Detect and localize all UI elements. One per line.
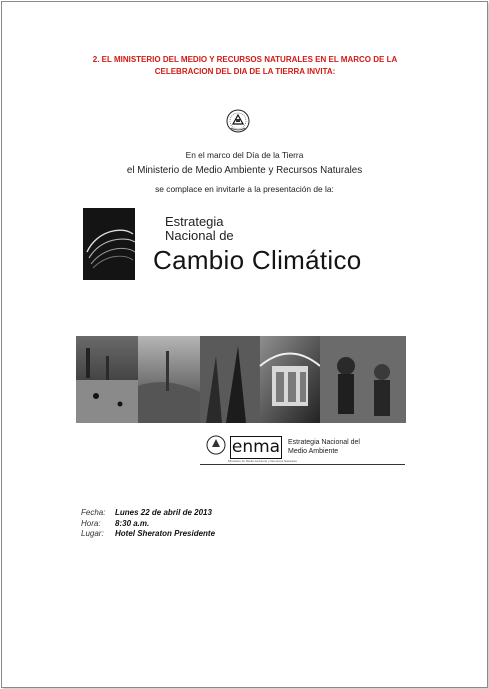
swirl-icon [83, 208, 135, 280]
photo-flood [76, 336, 138, 423]
strategy-caption [288, 438, 360, 456]
photo-forest [200, 336, 260, 423]
strategy-line-1: Estrategia Nacional del [288, 439, 360, 446]
photo-people [320, 336, 406, 423]
enma-logo: enma [231, 437, 281, 457]
heading-line-2: CELEBRACION DEL DIA DE LA TIERRA INVITA: [154, 67, 336, 76]
date-value: Lunes 22 de abril de 2013 [115, 508, 212, 517]
photo-collage [76, 336, 406, 423]
event-details [81, 508, 215, 540]
banner-title-line-1: Estrategia [165, 214, 224, 229]
time-row [81, 519, 215, 530]
invitation-line-3: se complace en invitarle a la presentación de la: [155, 184, 334, 194]
government-seal-icon [206, 434, 226, 456]
logo-fine-print: Ministerio de Medio Ambiente y Recursos Naturales [228, 459, 297, 463]
photo-river [138, 336, 200, 423]
logo-divider [200, 464, 405, 465]
banner-title-line-2: Nacional de [165, 228, 234, 243]
banner-graphic [83, 208, 135, 280]
place-row [81, 529, 215, 540]
el-salvador-seal-icon [226, 108, 250, 134]
date-row [81, 508, 215, 519]
invitation-line-1: En el marco del Día de la Tierra [185, 150, 304, 160]
place-value: Hotel Sheraton Presidente [115, 529, 216, 538]
footer-logos [200, 430, 405, 472]
banner-main-title: Cambio Climático [153, 245, 362, 275]
invitation-line-2: el Ministerio de Medio Ambiente y Recursos Naturales [126, 165, 363, 176]
photo-dam [260, 336, 320, 423]
invitation-heading [60, 54, 430, 78]
date-label: Fecha: [81, 508, 106, 517]
place-label: Lugar: [81, 529, 104, 538]
heading-line-1: 2. EL MINISTERIO DEL MEDIO Y RECURSOS NATURALES EN EL MARCO DE LA [92, 55, 398, 64]
time-value: 8:30 a.m. [115, 518, 150, 528]
strategy-line-2: Medio Ambiente [288, 448, 339, 455]
time-label: Hora: [81, 518, 101, 528]
